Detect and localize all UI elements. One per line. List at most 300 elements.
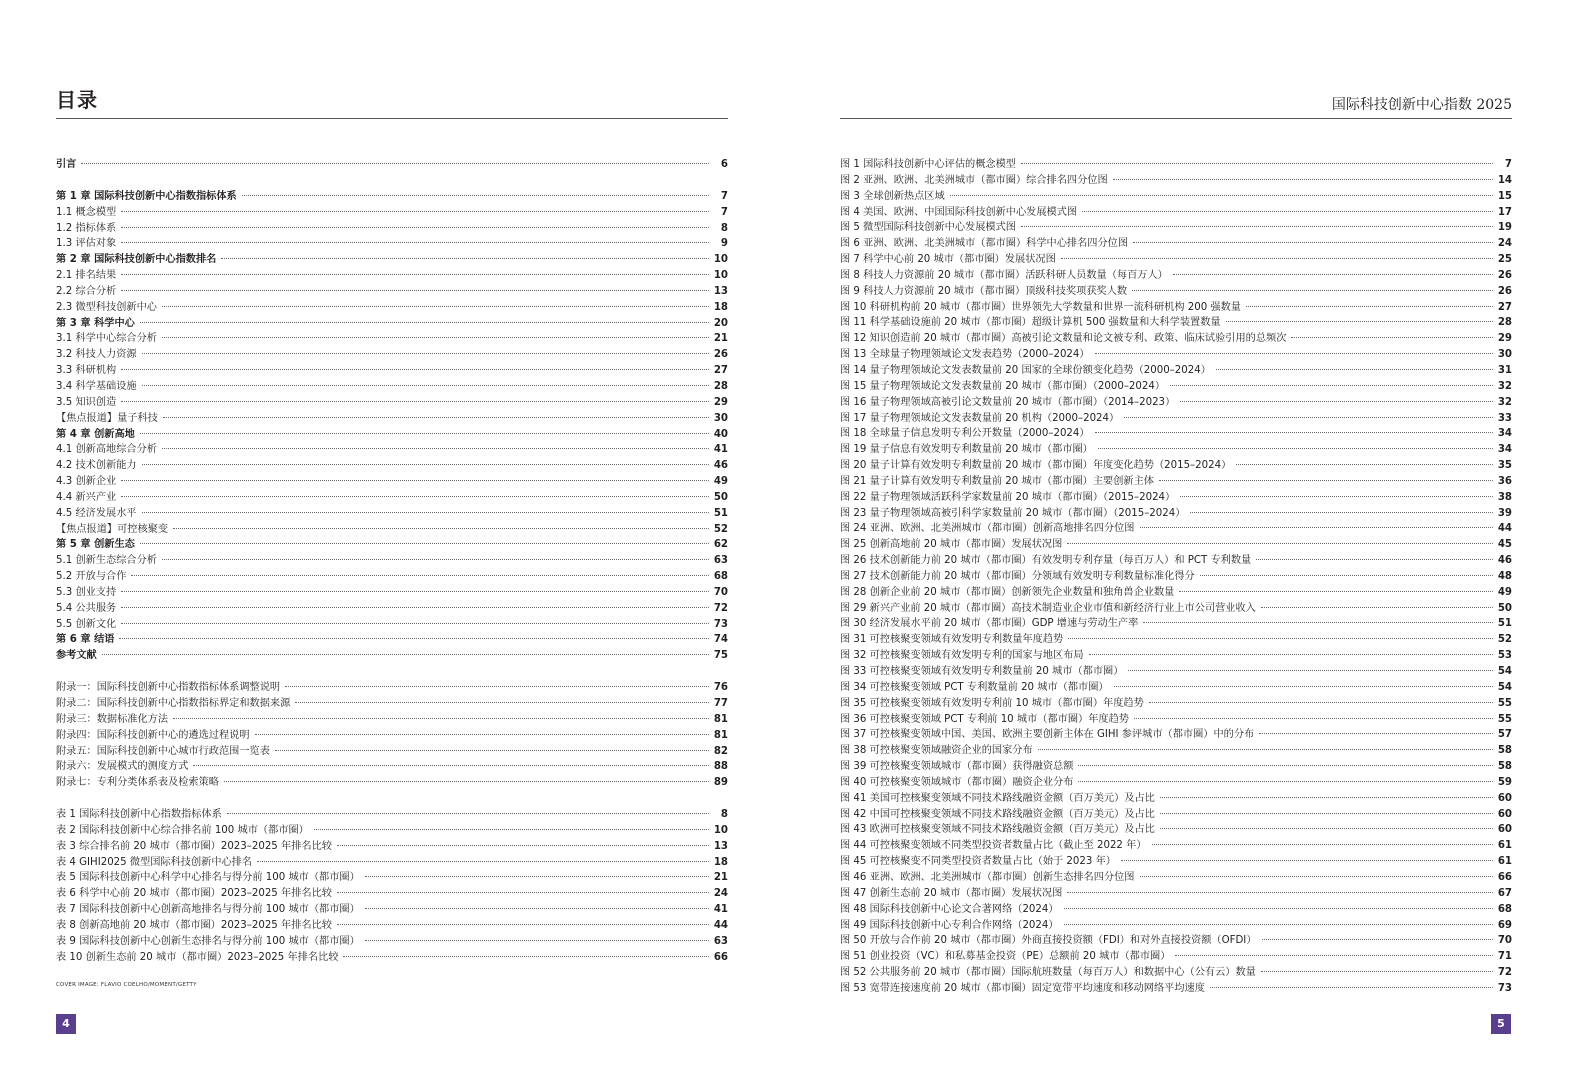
entry-title: 第 4 章 创新高地: [56, 428, 135, 440]
entry-page-number: 49: [713, 476, 728, 488]
entry-page-number: 17: [1497, 206, 1512, 218]
dot-leader: [1210, 987, 1493, 988]
toc-entry[interactable]: [840, 442, 1512, 458]
toc-entry[interactable]: [840, 965, 1512, 981]
toc-entry[interactable]: [840, 632, 1512, 648]
toc-entry[interactable]: [56, 490, 728, 506]
dot-leader: [1064, 908, 1493, 909]
entry-title: 图 20 量子计算有效发明专利数量前 20 城市（都市圈）年度变化趋势（2015–2024）: [840, 460, 1232, 472]
toc-entry[interactable]: [840, 537, 1512, 553]
entry-page-number: 14: [1497, 174, 1512, 186]
dot-leader: [1246, 306, 1493, 307]
toc-entry[interactable]: [840, 791, 1512, 807]
entry-title: 第 2 章 国际科技创新中心指数排名: [56, 254, 217, 266]
entry-title: 【焦点报道】可控核聚变: [56, 523, 169, 535]
dot-leader: [1114, 686, 1493, 687]
toc-entry[interactable]: [56, 316, 728, 332]
entry-page-number: 58: [1497, 745, 1512, 757]
entry-page-number: 72: [1497, 967, 1512, 979]
toc-entry[interactable]: [840, 854, 1512, 870]
dot-leader: [1143, 622, 1493, 623]
entry-page-number: 7: [720, 190, 728, 202]
entry-page-number: 30: [1497, 349, 1512, 361]
right-page: [794, 0, 1587, 1077]
entry-page-number: 29: [1497, 333, 1512, 345]
entry-page-number: 66: [713, 951, 728, 963]
toc-entry[interactable]: [56, 823, 728, 839]
entry-page-number: 52: [1497, 634, 1512, 646]
dot-leader: [1098, 448, 1493, 449]
toc-entry[interactable]: [840, 902, 1512, 918]
entry-title: 图 45 可控核聚变不同类型投资者数量占比（始于 2023 年）: [840, 856, 1116, 868]
dot-leader: [163, 417, 709, 418]
cover-credit: COVER IMAGE: FLAVIO COELHO/MOMENT/GETTY: [56, 982, 197, 988]
dot-leader: [255, 734, 709, 735]
entry-title: 第 5 章 创新生态: [56, 539, 135, 551]
entry-page-number: 28: [1497, 317, 1512, 329]
toc-entry[interactable]: [56, 934, 728, 950]
entry-title: 图 30 经济发展水平前 20 城市（都市圈）GDP 增速与劳动生产率: [840, 618, 1139, 630]
toc-entry[interactable]: [840, 743, 1512, 759]
toc-heading: 目录: [56, 88, 98, 112]
entry-page-number: 89: [713, 777, 728, 789]
entry-title: 图 32 可控核聚变领域有效发明专利的国家与地区布局: [840, 650, 1084, 662]
entry-page-number: 10: [713, 824, 728, 836]
entry-title: 表 5 国际科技创新中心科学中心排名与得分前 100 城市（都市圈）: [56, 872, 360, 884]
dot-leader: [1179, 591, 1492, 592]
entry-title: 2.2 综合分析: [56, 285, 117, 297]
toc-entry[interactable]: [56, 712, 728, 728]
toc-entry[interactable]: [56, 411, 728, 427]
dot-leader: [173, 718, 709, 719]
toc-entry[interactable]: [840, 490, 1512, 506]
entry-title: 图 28 创新企业前 20 城市（都市圈）创新领先企业数量和独角兽企业数量: [840, 586, 1175, 598]
entry-page-number: 18: [713, 856, 728, 868]
entry-page-number: 66: [1497, 871, 1512, 883]
entry-page-number: 51: [1497, 618, 1512, 630]
toc-entry[interactable]: [56, 648, 728, 664]
entry-title: 图 39 可控核聚变领域城市（都市圈）获得融资总额: [840, 761, 1074, 773]
dot-leader: [121, 496, 709, 497]
entry-page-number: 9: [720, 238, 728, 250]
entry-title: 表 8 创新高地前 20 城市（都市圈）2023–2025 年排名比较: [56, 919, 332, 931]
entry-title: 第 1 章 国际科技创新中心指数指标体系: [56, 190, 237, 202]
dot-leader: [1159, 480, 1493, 481]
entry-page-number: 81: [713, 713, 728, 725]
toc-entry[interactable]: [840, 616, 1512, 632]
toc-entry[interactable]: [56, 569, 728, 585]
toc-entry[interactable]: [56, 553, 728, 569]
entry-page-number: 44: [713, 919, 728, 931]
dot-leader: [224, 781, 709, 782]
dot-leader: [140, 433, 709, 434]
dot-leader: [1064, 924, 1493, 925]
entry-title: 【焦点报道】量子科技: [56, 412, 158, 424]
dot-leader: [162, 559, 709, 560]
toc-entry[interactable]: [840, 838, 1512, 854]
toc-entry[interactable]: [840, 569, 1512, 585]
toc-entry[interactable]: [840, 458, 1512, 474]
dot-leader: [1128, 670, 1492, 671]
dot-leader: [1095, 432, 1493, 433]
toc-entry[interactable]: [840, 664, 1512, 680]
entry-title: 表 4 GIHI2025 微型国际科技创新中心排名: [56, 856, 253, 868]
dot-leader: [1200, 575, 1493, 576]
entry-page-number: 26: [713, 349, 728, 361]
entry-page-number: 70: [1497, 935, 1512, 947]
dot-leader: [1226, 321, 1493, 322]
entry-title: 附录二：国际科技创新中心指数指标界定和数据来源: [56, 698, 291, 709]
entry-title: 图 1 国际科技创新中心评估的概念模型: [840, 159, 1016, 170]
toc-entry[interactable]: [56, 189, 728, 205]
toc-entry[interactable]: [840, 601, 1512, 617]
dot-leader: [131, 575, 708, 576]
dot-leader: [121, 227, 709, 228]
entry-page-number: 27: [1497, 301, 1512, 313]
entry-title: 附录六：发展模式的测度方式: [56, 761, 189, 773]
toc-entry[interactable]: [840, 220, 1512, 236]
entry-page-number: 24: [713, 888, 728, 900]
dot-leader: [162, 448, 709, 449]
toc-entry[interactable]: [840, 315, 1512, 331]
dot-leader: [121, 591, 709, 592]
entry-page-number: 73: [713, 618, 728, 630]
toc-entry[interactable]: [56, 775, 728, 791]
dot-leader: [343, 956, 708, 957]
toc-entry[interactable]: [56, 617, 728, 633]
toc-entry[interactable]: [56, 474, 728, 490]
entry-title: 图 9 科技人力资源前 20 城市（都市圈）顶级科技奖项获奖人数: [840, 285, 1128, 297]
dot-leader: [1180, 496, 1493, 497]
toc-entry[interactable]: [840, 268, 1512, 284]
toc-entry[interactable]: [840, 474, 1512, 490]
dot-leader: [102, 654, 709, 655]
toc-entry[interactable]: [56, 157, 728, 173]
entry-page-number: 68: [1497, 903, 1512, 915]
entry-page-number: 41: [713, 444, 728, 456]
entry-page-number: 6: [720, 159, 728, 170]
dot-leader: [314, 829, 709, 830]
entry-page-number: 32: [1497, 396, 1512, 408]
entry-page-number: 15: [1497, 190, 1512, 202]
entry-page-number: 13: [713, 840, 728, 852]
dot-leader: [337, 924, 709, 925]
toc-entry[interactable]: [56, 601, 728, 617]
toc-entry[interactable]: [840, 727, 1512, 743]
toc-entry[interactable]: [840, 521, 1512, 537]
dot-leader: [1068, 638, 1493, 639]
entry-title: 附录三：数据标准化方法: [56, 713, 169, 725]
toc-entry[interactable]: [840, 775, 1512, 791]
toc-entry[interactable]: [56, 506, 728, 522]
entry-page-number: 28: [713, 380, 728, 392]
entry-title: 5.4 公共服务: [56, 602, 117, 614]
entry-title: 图 16 量子物理领域高被引论文数量前 20 城市（都市圈）（2014–2023）: [840, 396, 1176, 408]
toc-entry[interactable]: [840, 205, 1512, 221]
entry-title: 图 11 科学基础设施前 20 城市（都市圈）超级计算机 500 强数量和大科学装置数量: [840, 317, 1221, 329]
toc-entry[interactable]: [840, 331, 1512, 347]
toc-entry[interactable]: [840, 712, 1512, 728]
toc-entry[interactable]: [56, 458, 728, 474]
entry-title: 图 4 美国、欧洲、中国国际科技创新中心发展模式图: [840, 206, 1078, 218]
toc-entry[interactable]: [840, 585, 1512, 601]
toc-entry[interactable]: [56, 537, 728, 553]
entry-title: 附录七：专利分类体系表及检索策略: [56, 777, 219, 789]
dot-leader: [1291, 337, 1492, 338]
toc-entry[interactable]: [840, 189, 1512, 205]
toc-entry[interactable]: [56, 395, 728, 411]
toc-entry[interactable]: [56, 522, 728, 538]
entry-title: 图 19 量子信息有效发明专利数量前 20 城市（都市圈）: [840, 444, 1093, 456]
toc-entry[interactable]: [840, 173, 1512, 189]
page-number: 4: [56, 1014, 76, 1034]
toc-entry[interactable]: [840, 886, 1512, 902]
dot-leader: [1078, 781, 1492, 782]
entry-page-number: 61: [1497, 856, 1512, 868]
entry-title: 3.1 科学中心综合分析: [56, 333, 157, 345]
entry-title: 5.5 创新文化: [56, 618, 117, 630]
entry-title: 引言: [56, 159, 77, 170]
entry-page-number: 35: [1497, 460, 1512, 472]
dot-leader: [142, 464, 709, 465]
toc-entry[interactable]: [840, 759, 1512, 775]
toc-entry[interactable]: [840, 553, 1512, 569]
toc-entry[interactable]: [56, 585, 728, 601]
dot-leader: [365, 876, 709, 877]
dot-leader: [1262, 939, 1493, 940]
toc-entry[interactable]: [840, 300, 1512, 316]
toc-entry[interactable]: [840, 696, 1512, 712]
toc-entry[interactable]: [840, 411, 1512, 427]
toc-entry[interactable]: [56, 680, 728, 696]
dot-leader: [121, 401, 709, 402]
toc-entry[interactable]: [56, 331, 728, 347]
toc-entry[interactable]: [56, 252, 728, 268]
toc-entry[interactable]: [56, 268, 728, 284]
entry-page-number: 38: [1497, 491, 1512, 503]
entry-title: 图 46 亚洲、欧洲、北美洲城市（都市圈）创新生态排名四分位图: [840, 871, 1135, 883]
entry-title: 附录五：国际科技创新中心城市行政范围一览表: [56, 745, 270, 757]
toc-entry[interactable]: [840, 949, 1512, 965]
entry-title: 图 44 可控核聚变领域不同类型投资者数量占比（截止至 2022 年）: [840, 840, 1147, 852]
toc-entry[interactable]: [840, 426, 1512, 442]
toc-entry[interactable]: [56, 870, 728, 886]
toc-entry[interactable]: [56, 807, 728, 823]
entry-title: 图 38 可控核聚变领域融资企业的国家分布: [840, 745, 1033, 757]
entry-page-number: 7: [1504, 159, 1512, 170]
entry-title: 3.2 科技人力资源: [56, 349, 137, 361]
entry-page-number: 50: [713, 491, 728, 503]
entry-title: 图 2 亚洲、欧洲、北美洲城市（都市圈）综合排名四分位图: [840, 174, 1108, 186]
toc-entry[interactable]: [56, 918, 728, 934]
dot-leader: [257, 861, 709, 862]
dot-leader: [1256, 559, 1493, 560]
entry-title: 3.4 科学基础设施: [56, 380, 137, 392]
entry-title: 第 3 章 科学中心: [56, 317, 135, 329]
entry-page-number: 72: [713, 602, 728, 614]
toc-entry[interactable]: [840, 680, 1512, 696]
toc-entry[interactable]: [56, 728, 728, 744]
toc-entry[interactable]: [840, 918, 1512, 934]
entry-page-number: 8: [720, 809, 728, 821]
toc-entry[interactable]: [56, 839, 728, 855]
dot-leader: [337, 892, 709, 893]
entry-title: 图 29 新兴产业前 20 城市（都市圈）高技术制造业企业市值和新经济行业上市公司营业收入: [840, 602, 1256, 614]
group-spacer: [56, 664, 728, 680]
entry-title: 图 31 可控核聚变领域有效发明专利数量年度趋势: [840, 634, 1064, 646]
dot-leader: [119, 638, 708, 639]
entry-title: 图 51 创业投资（VC）和私募基金投资（PE）总额前 20 城市（都市圈）: [840, 951, 1171, 963]
entry-page-number: 50: [1497, 602, 1512, 614]
dot-leader: [1236, 464, 1493, 465]
toc-entry[interactable]: [840, 822, 1512, 838]
toc-entry[interactable]: [56, 363, 728, 379]
toc-entry[interactable]: [840, 807, 1512, 823]
dot-leader: [227, 813, 709, 814]
toc-entry[interactable]: [840, 395, 1512, 411]
entry-page-number: 61: [1497, 840, 1512, 852]
entry-page-number: 59: [1497, 776, 1512, 788]
toc-entry[interactable]: [840, 933, 1512, 949]
dot-leader: [142, 385, 709, 386]
toc-entry[interactable]: [840, 648, 1512, 664]
toc-entry[interactable]: [840, 363, 1512, 379]
entry-page-number: 74: [713, 634, 728, 646]
entry-page-number: 19: [1497, 222, 1512, 234]
toc-entry[interactable]: [56, 886, 728, 902]
entry-page-number: 32: [1497, 380, 1512, 392]
toc-entry[interactable]: [840, 506, 1512, 522]
entry-title: 表 7 国际科技创新中心创新高地排名与得分前 100 城市（都市圈）: [56, 904, 360, 916]
toc-entry[interactable]: [56, 632, 728, 648]
entry-page-number: 24: [1497, 238, 1512, 250]
dot-leader: [1140, 876, 1493, 877]
dot-leader: [221, 258, 708, 259]
entry-title: 图 41 美国可控核聚变领域不同技术路线融资金额（百万美元）及占比: [840, 792, 1155, 804]
entry-title: 图 24 亚洲、欧洲、北美洲城市（都市圈）创新高地排名四分位图: [840, 523, 1135, 535]
toc-entry[interactable]: [56, 347, 728, 363]
dot-leader: [1261, 971, 1493, 972]
entry-title: 图 52 公共服务前 20 城市（都市圈）国际航班数量（每百万人）和数据中心（公有云）数量: [840, 967, 1256, 979]
toc-entry[interactable]: [56, 236, 728, 252]
toc-entry[interactable]: [56, 221, 728, 237]
toc-entry[interactable]: [840, 379, 1512, 395]
dot-leader: [193, 765, 708, 766]
toc-entry[interactable]: [840, 236, 1512, 252]
entry-page-number: 26: [1497, 285, 1512, 297]
dot-leader: [1095, 353, 1493, 354]
toc-entry[interactable]: [56, 300, 728, 316]
toc-entry[interactable]: [56, 427, 728, 443]
dot-leader: [285, 686, 709, 687]
entry-title: 4.4 新兴产业: [56, 491, 117, 503]
entry-page-number: 21: [713, 333, 728, 345]
entry-title: 图 37 可控核聚变领域中国、美国、欧洲主要创新主体在 GIHI 参评城市（都市圈）中的分布: [840, 729, 1255, 741]
toc-entry[interactable]: [56, 855, 728, 871]
dot-leader: [1067, 543, 1493, 544]
toc-entry[interactable]: [840, 870, 1512, 886]
toc-entry[interactable]: [56, 205, 728, 221]
dot-leader: [1038, 749, 1493, 750]
entry-title: 图 34 可控核聚变领域 PCT 专利数量前 20 城市（都市圈）: [840, 681, 1109, 693]
toc-entry[interactable]: [840, 284, 1512, 300]
dot-leader: [1140, 527, 1493, 528]
entry-page-number: 57: [1497, 729, 1512, 741]
entry-page-number: 54: [1497, 681, 1512, 693]
toc-entry[interactable]: [56, 744, 728, 760]
dot-leader: [275, 750, 709, 751]
entry-title: 图 36 可控核聚变领域 PCT 专利前 10 城市（都市圈）年度趋势: [840, 713, 1129, 725]
entry-page-number: 88: [713, 761, 728, 773]
toc-entry[interactable]: [56, 902, 728, 918]
entry-page-number: 60: [1497, 824, 1512, 836]
dot-leader: [1261, 607, 1493, 608]
entry-page-number: 75: [713, 650, 728, 662]
dot-leader: [1134, 718, 1493, 719]
toc-entry[interactable]: [56, 379, 728, 395]
entry-page-number: 62: [713, 539, 728, 551]
page-number: 5: [1491, 1014, 1511, 1034]
entry-title: 图 15 量子物理领域论文发表数量前 20 城市（都市圈）（2000–2024）: [840, 380, 1166, 392]
toc-entry[interactable]: [56, 759, 728, 775]
dot-leader: [1190, 512, 1492, 513]
entry-title: 图 13 全球量子物理领域论文发表趋势（2000–2024）: [840, 349, 1090, 361]
entry-title: 3.3 科研机构: [56, 365, 117, 377]
toc-entry[interactable]: [840, 981, 1512, 997]
toc-entry[interactable]: [840, 347, 1512, 363]
entry-page-number: 29: [713, 396, 728, 408]
dot-leader: [365, 908, 709, 909]
entry-page-number: 81: [713, 729, 728, 741]
entry-title: 图 35 可控核聚变领域有效发明专利前 10 城市（都市圈）年度趋势: [840, 697, 1144, 709]
entry-title: 图 27 技术创新能力前 20 城市（都市圈）分领域有效发明专利数量标准化得分: [840, 570, 1195, 582]
toc-entry[interactable]: [56, 696, 728, 712]
entry-title: 图 6 亚洲、欧洲、北美洲城市（都市圈）科学中心排名四分位图: [840, 238, 1129, 250]
entry-page-number: 33: [1497, 412, 1512, 424]
entry-title: 图 40 可控核聚变领域城市（都市圈）融资企业分布: [840, 776, 1074, 788]
entry-title: 附录一：国际科技创新中心指数指标体系调整说明: [56, 682, 281, 694]
entry-title: 图 43 欧洲可控核聚变领域不同技术路线融资金额（百万美元）及占比: [840, 824, 1155, 836]
entry-page-number: 55: [1497, 713, 1512, 725]
toc-entry[interactable]: [56, 950, 728, 966]
entry-title: 4.1 创新高地综合分析: [56, 444, 157, 456]
dot-leader: [1160, 797, 1493, 798]
dot-leader: [1170, 385, 1493, 386]
entry-title: 图 48 国际科技创新中心论文合著网络（2024）: [840, 903, 1059, 915]
dot-leader: [121, 480, 709, 481]
entry-page-number: 69: [1497, 919, 1512, 931]
entry-page-number: 34: [1497, 444, 1512, 456]
entry-title: 4.5 经济发展水平: [56, 507, 137, 519]
entry-page-number: 41: [713, 904, 728, 916]
dot-leader: [81, 163, 709, 164]
entry-page-number: 46: [1497, 555, 1512, 567]
dot-leader: [1021, 226, 1493, 227]
dot-leader: [121, 274, 709, 275]
dot-leader: [1173, 274, 1493, 275]
toc-entry[interactable]: [840, 252, 1512, 268]
dot-leader: [337, 845, 709, 846]
toc-entry[interactable]: [840, 157, 1512, 173]
dot-leader: [140, 543, 709, 544]
toc-entry[interactable]: [56, 442, 728, 458]
dot-leader: [1216, 369, 1493, 370]
entry-title: 图 10 科研机构前 20 城市（都市圈）世界领先大学数量和世界一流科研机构 200 强数量: [840, 301, 1241, 313]
running-title: 国际科技创新中心指数 2025: [1331, 97, 1512, 113]
entry-title: 表 9 国际科技创新中心创新生态排名与得分前 100 城市（都市圈）: [56, 935, 360, 947]
toc-entry[interactable]: [56, 284, 728, 300]
entry-title: 1.3 评估对象: [56, 238, 117, 250]
